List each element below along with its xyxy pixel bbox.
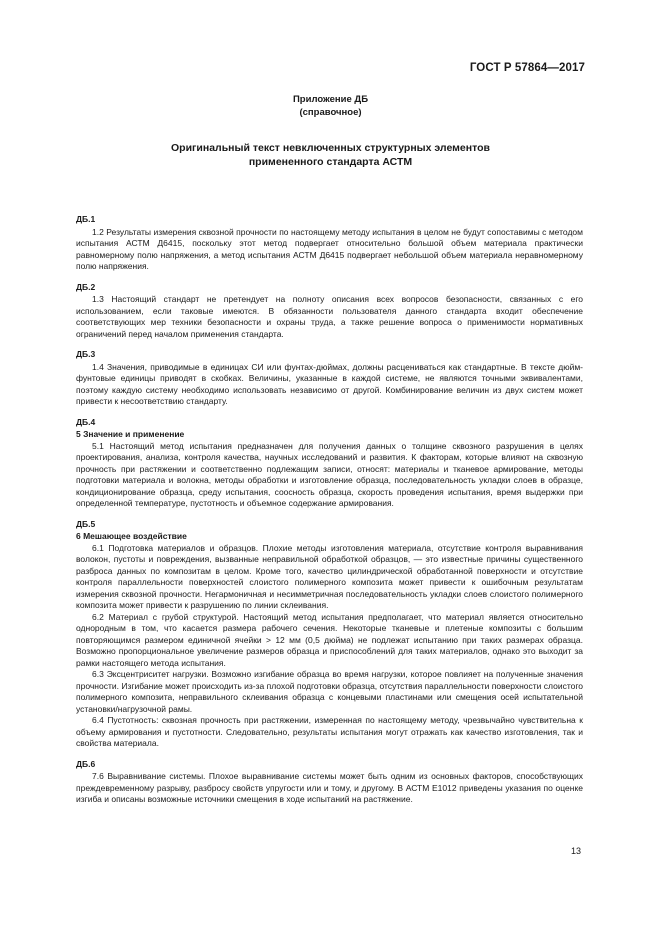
document-title-line-1: Оригинальный текст невключенных структурных элементов <box>171 142 490 154</box>
section-subheading: 6 Мешающее воздействие <box>76 531 187 541</box>
section-subheading: 5 Значение и применение <box>76 429 185 439</box>
document-title-line-2: примененного стандарта АСТМ <box>248 156 413 168</box>
paragraph: 7.6 Выравнивание системы. Плохое выравнивание системы может быть одним из основных факторов, способствующих преждевременному разрыву, разбросу свойств упругости или и тому, и другому. В АСТМ Е1012 приведены указания по оценке изгиба и описаны возможные источники смещения в ходе испытаний на растяжение. <box>76 771 583 804</box>
section-db2 <box>76 282 583 341</box>
paragraph: 5.1 Настоящий метод испытания предназначен для получения данных о толщине сквозного разрушения в целях проектирования, анализа, контроля качества, научных исследований и развития. К факторам, которые влияют на сквозную прочность при растяжении и соответственно подлежащим записи, относят: материалы и тканевое армирование, методы подготовки материала и волокна, методы обработки и изготовление образца, последовательность укладки слоев в образце, кондиционирование образца, среду испытания, соосность образца, скорость проведения испытания, время выдержки при определенной температуре, пустотность и объемное содержание армирования. <box>76 440 583 508</box>
paragraph: 6.4 Пустотность: сквозная прочность при растяжении, измеренная по настоящему методу, чрезвычайно чувствительна к объему армирования и пустотности. Следовательно, результаты испытания могут отражать как качество изготовления, так и свойства материала. <box>76 715 583 748</box>
section-heading: ДБ.2 <box>76 281 96 292</box>
paragraph: 6.3 Эксцентриситет нагрузки. Возможно изгибание образца во время нагрузки, которое повлияет на полученные значения прочности. Изгибание может происходить из-за плохой подготовки образца, отсутствия параллельности поверхности слоистого полимерного композита, неправильного склеивания образца с концевыми пластинами или смещения осей испытательной установки/нагрузочной рамы. <box>76 669 583 714</box>
section-heading: ДБ.6 <box>76 758 96 769</box>
appendix-title: Приложение ДБ <box>292 94 369 105</box>
document-body <box>76 211 583 806</box>
paragraph: 6.2 Материал с грубой структурой. Настоящий метод испытания предполагает, что материал является относительно однородным в том, что касается размера рабочего сечения. Некоторые тканевые и плетеные композиты с большим повторяющимся размером единичной ячейки > 12 мм (0,5 дюйма) не подлежат испытанию при таких размерах образца. Возможно пропорциональное увеличение размеров образца и приспособлений для таких материалов, однако это выходит за рамки настоящего метода испытания. <box>76 611 583 668</box>
page-number: 13 <box>570 846 581 856</box>
section-db5 <box>76 519 583 750</box>
section-heading: ДБ.4 <box>76 416 96 427</box>
section-heading: ДБ.3 <box>76 349 96 359</box>
paragraph: 1.4 Значения, приводимые в единицах СИ или фунтах-дюймах, должны расцениваться как стандартные. В тексте дюйм-фунтовые единицы приводят в скобках. Величины, указанные в каждой системе, не являются точными эквивалентами, поэтому каждую систему необходимо использовать независимо от другой. Комбинирование величин из двух систем может привести к несоответствию стандарту. <box>76 361 583 406</box>
appendix-subtitle: (справочное) <box>299 107 362 118</box>
section-heading: ДБ.5 <box>76 518 96 529</box>
section-db3 <box>76 349 583 408</box>
document-title <box>0 141 661 169</box>
document-code: ГОСТ Р 57864—2017 <box>469 62 585 74</box>
appendix-heading <box>0 93 661 119</box>
paragraph: 1.2 Результаты измерения сквозной прочности по настоящему методу испытания в целом не будут сопоставимы с методом испытания АСТМ Д6415, поскольку этот метод подвергает относительно большой объем материала практически равномерному полю напряжения, а метод испытания АСТМ Д6415 подвергает небольшой объем материала неравномерному полю напряжения. <box>76 226 583 271</box>
section-heading: ДБ.1 <box>76 214 96 224</box>
paragraph: 1.3 Настоящий стандарт не претендует на полноту описания всех вопросов безопасности, связанных с его использованием, если таковые имеются. В обязанности пользователя данного стандарта входит обеспечение соответствующих мер техники безопасности и охраны труда, а также решение вопроса о применимости нормативных ограничений перед началом применения стандарта. <box>76 294 583 339</box>
section-db1 <box>76 214 583 273</box>
paragraph: 6.1 Подготовка материалов и образцов. Плохие методы изготовления материала, отсутствие контроля выравнивания волокон, пустоты и повреждения, вызванные неправильной обработкой образцов, — это известные причины существенного разброса данных по композитам в целом. Кроме того, качество цилиндрической обработанной поверхности и отсутствие контроля параллельности поверхностей слоистого полимерного композита может привести к ошибочным результатам измерения сквозной прочности. Негармоничная и несимметричная последовательность укладки слоев слоистого полимерного композита может привести к разрушению по линии склеивания. <box>76 542 583 610</box>
section-db4 <box>76 417 583 510</box>
section-db6 <box>76 759 583 806</box>
